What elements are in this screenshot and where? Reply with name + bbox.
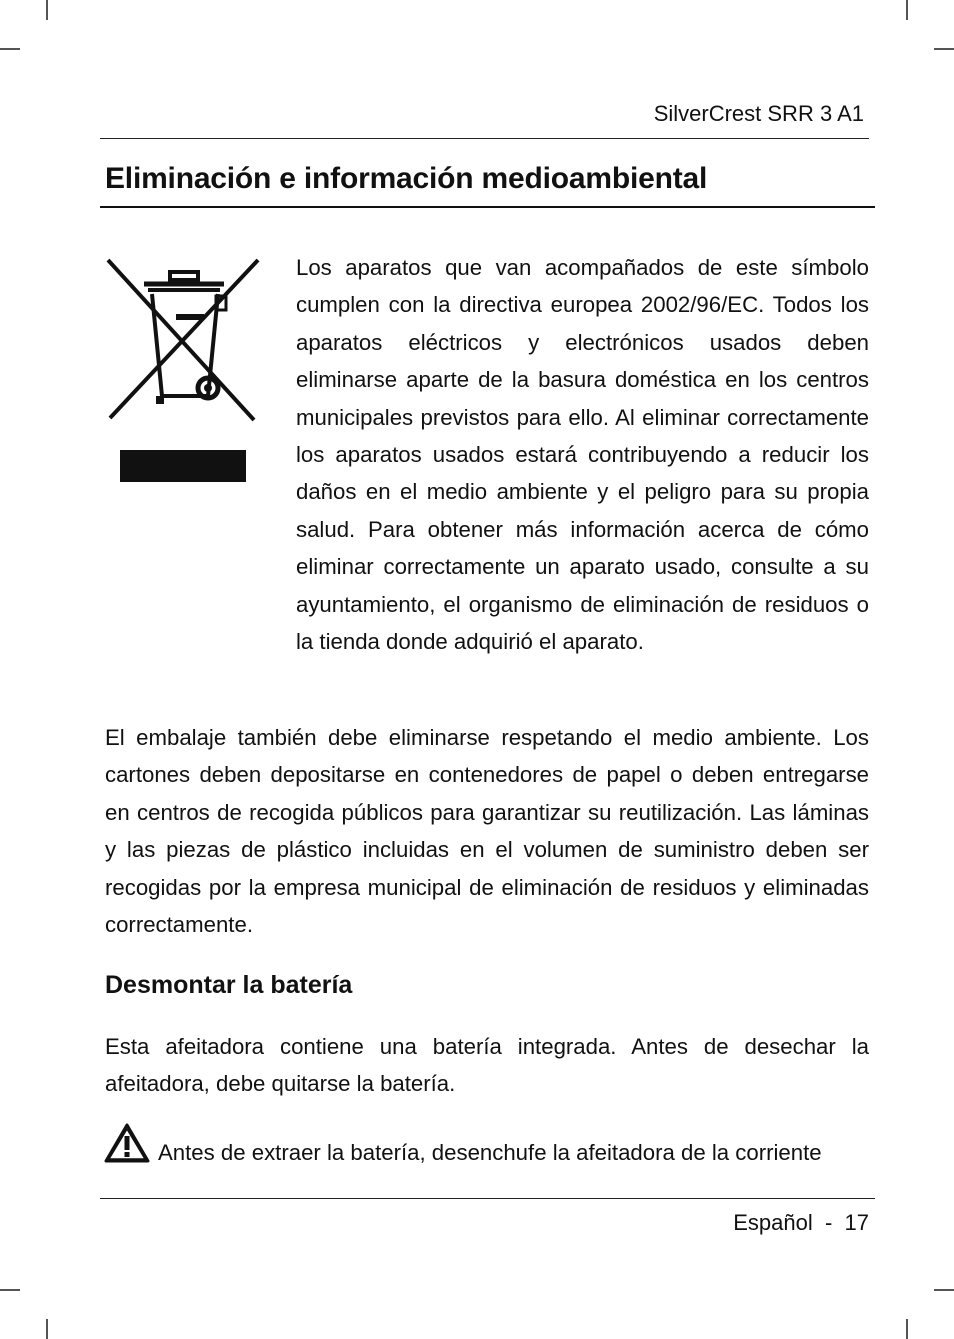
crop-mark: [934, 48, 954, 50]
crop-mark: [906, 0, 908, 20]
title-rule: [100, 206, 875, 208]
page-footer: [733, 1208, 869, 1238]
crop-mark: [906, 1319, 908, 1339]
section-title: Eliminación e información medioambiental: [105, 162, 708, 195]
weee-paragraph: Los aparatos que van acompañados de este símbolo cumplen con la directiva europea 2002/96/EC. Todos los aparatos eléctricos y electrónicos usados deben eliminarse aparte de la basura doméstica en los centros municipales previstos para ello. Al eliminar correctamente los aparatos usados estará contribuyendo a reducir los daños en el medio ambiente y el peligro para su propia salud. Para obtener más información acerca de cómo eliminar correctamente un aparato usado, consulte a su ayuntamiento, el organismo de eliminación de residuos o la tienda donde adquirió el aparato.: [296, 255, 869, 655]
subsection-title: Desmontar la batería: [105, 971, 353, 999]
footer-language: Español: [733, 1210, 813, 1235]
battery-intro-paragraph: Esta afeitadora contiene una batería integrada. Antes de desechar la afeitadora, debe quitarse la batería.: [105, 1034, 869, 1097]
crop-mark: [0, 1289, 20, 1291]
warning-text: Antes de extraer la batería, desenchufe la afeitadora de la corriente: [158, 1140, 822, 1165]
warning-note: [103, 1122, 873, 1166]
footer-separator: -: [824, 1210, 833, 1235]
crossed-out-wheelie-bin-icon: [104, 256, 264, 488]
page-number: 17: [844, 1210, 869, 1235]
crop-mark: [46, 1319, 48, 1339]
footer-rule: [100, 1198, 875, 1199]
warning-triangle-icon: [103, 1122, 151, 1164]
crop-mark: [0, 48, 20, 50]
crop-mark: [46, 0, 48, 20]
packaging-paragraph: El embalaje también debe eliminarse respetando el medio ambiente. Los cartones deben depositarse en contenedores de papel o deben entregarse en centros de recogida públicos para garantizar su reutilización. Las láminas y las piezas de plástico incluidas en el volumen de suministro deben ser recogidas por la empresa municipal de eliminación de residuos y eliminadas correctamente.: [105, 725, 869, 938]
running-header: SilverCrest SRR 3 A1: [653, 101, 864, 126]
crop-mark: [934, 1289, 954, 1291]
header-rule: [100, 138, 869, 139]
